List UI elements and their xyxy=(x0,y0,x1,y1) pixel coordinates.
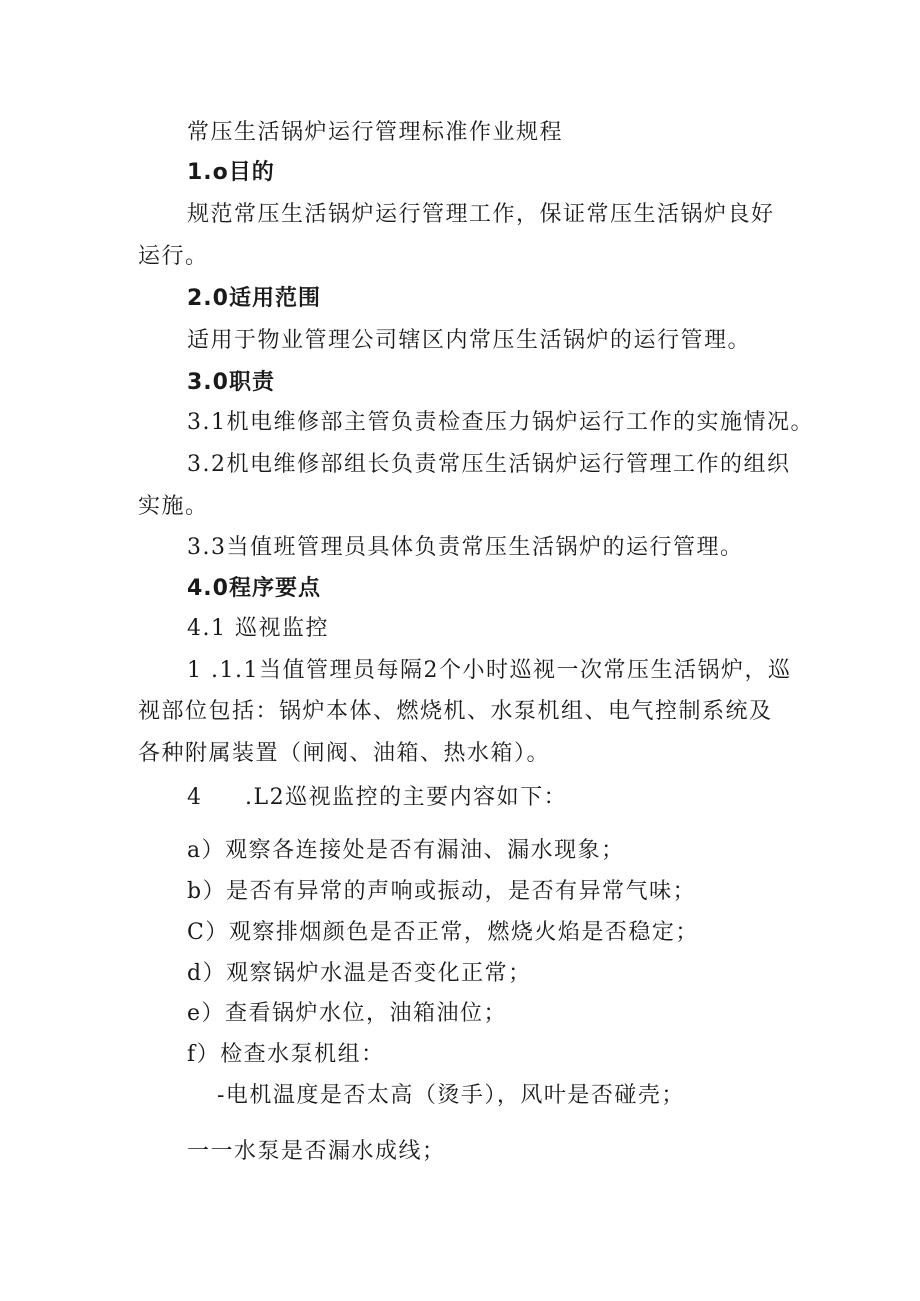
list-item-b: b）是否有异常的声响或振动，是否有异常气味； xyxy=(187,879,697,904)
list-item-f: f）检查水泵机组： xyxy=(187,1042,385,1067)
item-4-1-1-line-3: 各种附属装置（闸阀、油箱、热水箱）。 xyxy=(138,741,551,766)
section-2-heading: 2.0适用范围 xyxy=(187,286,321,311)
section-4-heading: 4.0程序要点 xyxy=(187,576,321,601)
section-3-item-1: 3.1机电维修部主管负责检查压力锅炉运行工作的实施情况。 xyxy=(187,410,814,435)
section-2-text: 适用于物业管理公司辖区内常压生活锅炉的运行管理。 xyxy=(187,328,752,353)
list-item-c: C）观察排烟颜色是否正常，燃烧火焰是否稳定； xyxy=(187,920,699,945)
item-4-1-1-line-1: 1 .1.1当值管理员每隔2个小时巡视一次常压生活锅炉，巡 xyxy=(187,658,792,683)
list-item-e: e）查看锅炉水位，油箱油位； xyxy=(187,1001,508,1026)
section-1-text-line-1: 规范常压生活锅炉运行管理工作，保证常压生活锅炉良好 xyxy=(187,202,775,227)
section-3-heading: 3.0职责 xyxy=(187,370,275,395)
section-3-item-3: 3.3当值班管理员具体负责常压生活锅炉的运行管理。 xyxy=(187,535,744,560)
section-3-item-2-line-2: 实施。 xyxy=(138,494,209,519)
sub-item-pump: 一一水泵是否漏水成线； xyxy=(187,1139,446,1164)
section-1-text-line-2: 运行。 xyxy=(138,244,209,269)
section-3-item-2-line-1: 3.2机电维修部组长负责常压生活锅炉运行管理工作的组织 xyxy=(187,452,791,477)
list-item-a: a）观察各连接处是否有漏油、漏水现象； xyxy=(187,838,625,863)
item-4-1-2-number: 4 xyxy=(187,785,203,810)
section-1-heading: 1.o目的 xyxy=(187,160,275,185)
sub-item-motor: -电机温度是否太高（烫手），风叶是否碰壳； xyxy=(217,1083,685,1108)
section-4-1-heading: 4.1 巡视监控 xyxy=(187,616,329,641)
list-item-d: d）观察锅炉水温是否变化正常； xyxy=(187,961,532,986)
document-title: 常压生活锅炉运行管理标准作业规程 xyxy=(187,120,564,145)
item-4-1-1-line-2: 视部位包括：锅炉本体、燃烧机、水泵机组、电气控制系统及 xyxy=(138,699,773,724)
item-4-1-2-text: .L2巡视监控的主要内容如下： xyxy=(245,785,568,810)
